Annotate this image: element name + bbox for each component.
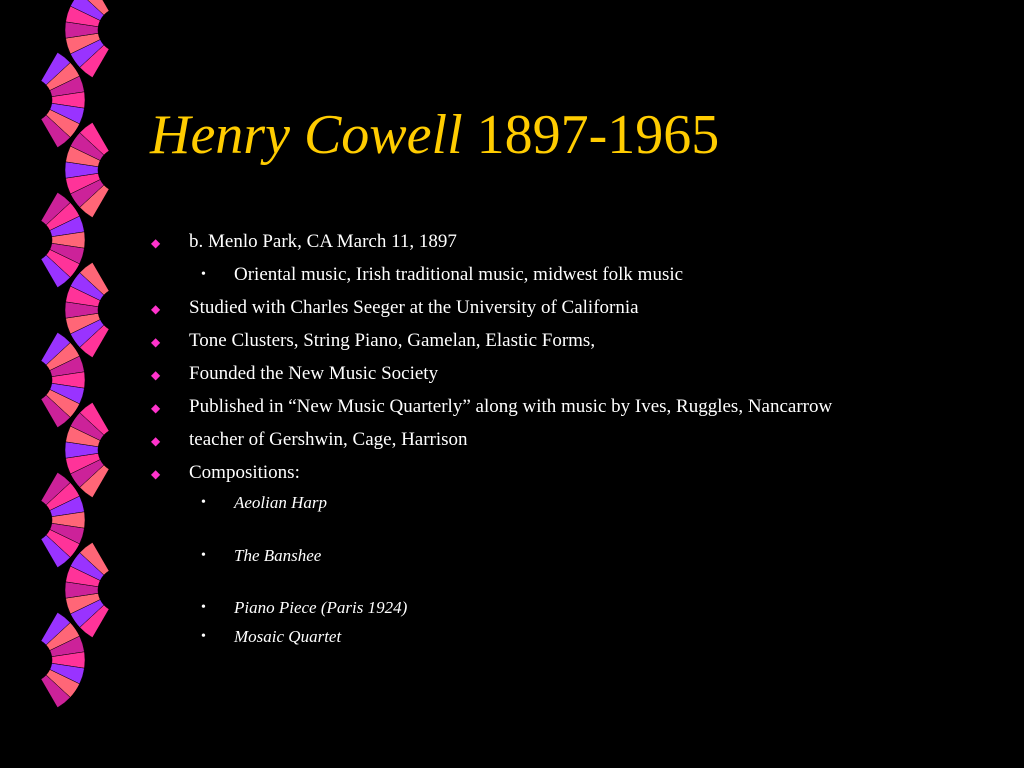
bullet-birth: ◆ b. Menlo Park, CA March 11, 1897 <box>189 230 457 254</box>
composition-item: • The Banshee <box>234 544 321 568</box>
diamond-bullet-icon: ◆ <box>151 467 161 481</box>
dot-bullet-icon: • <box>201 629 206 644</box>
title-name: Henry Cowell <box>150 104 463 166</box>
decorative-fan-border <box>0 0 140 768</box>
diamond-bullet-icon: ◆ <box>151 302 161 316</box>
dot-bullet-icon: • <box>201 600 206 615</box>
dot-bullet-icon: • <box>201 495 206 510</box>
fan-ornament <box>41 192 85 287</box>
fan-ornament <box>65 542 109 637</box>
diamond-bullet-icon: ◆ <box>151 335 161 349</box>
fan-ornament <box>41 332 85 427</box>
bullet-published: ◆ Published in “New Music Quarterly” along with music by Ives, Ruggles, Nancarrow <box>189 395 832 419</box>
fan-ornament <box>41 52 85 147</box>
fan-ornament <box>41 472 85 567</box>
composition-item: • Piano Piece (Paris 1924) <box>234 596 407 620</box>
fan-ornament <box>65 122 109 217</box>
bullet-compositions: ◆ Compositions: <box>189 461 300 485</box>
dot-bullet-icon: • <box>201 548 206 563</box>
diamond-bullet-icon: ◆ <box>151 236 161 250</box>
diamond-bullet-icon: ◆ <box>151 401 161 415</box>
dot-bullet-icon: • <box>201 267 206 282</box>
diamond-bullet-icon: ◆ <box>151 434 161 448</box>
bullet-teacher: ◆ teacher of Gershwin, Cage, Harrison <box>189 428 468 452</box>
diamond-bullet-icon: ◆ <box>151 368 161 382</box>
sub-bullet-influences: • Oriental music, Irish traditional music, midwest folk music <box>201 264 684 285</box>
bullet-society: ◆ Founded the New Music Society <box>189 362 438 386</box>
fan-ornament <box>41 612 85 707</box>
slide-title <box>150 100 719 170</box>
bullet-studies: ◆ Studied with Charles Seeger at the University of California <box>189 296 639 320</box>
title-years: 1897-1965 <box>462 104 720 166</box>
fan-ornament <box>65 402 109 497</box>
composition-item: • Aeolian Harp <box>234 491 327 515</box>
composition-item: • Mosaic Quartet <box>234 625 341 649</box>
fan-ornament <box>65 262 109 357</box>
bullet-techniques: ◆ Tone Clusters, String Piano, Gamelan, Elastic Forms, <box>189 329 595 353</box>
